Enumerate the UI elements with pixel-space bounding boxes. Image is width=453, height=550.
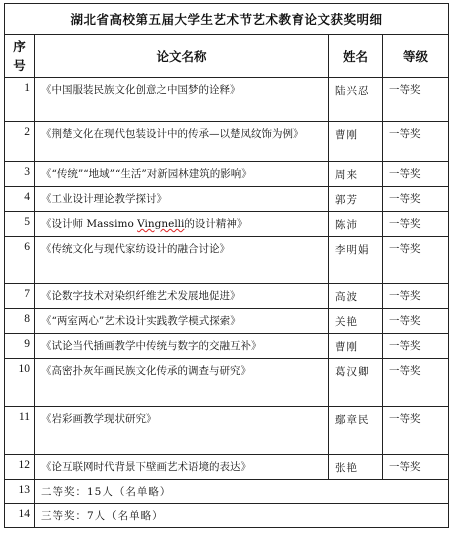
table-row: [5, 78, 449, 122]
paper-title: [35, 212, 329, 237]
row-num: 10: [5, 359, 35, 407]
paper-title: 《传统文化与现代家纺设计的融合讨论》: [35, 237, 329, 284]
table-row: [5, 237, 449, 284]
row-num: 6: [5, 237, 35, 284]
table-title: 湖北省高校第五届大学生艺术节艺术教育论文获奖明细: [5, 4, 449, 35]
paper-title: 《“传统”“地域”“生活”对新园林建筑的影响》: [35, 162, 329, 187]
summary-row: [5, 480, 449, 504]
header-num-label: 序号: [13, 39, 26, 73]
author-name: 陈沛: [329, 212, 383, 237]
author-name: [329, 407, 383, 455]
table-row: [5, 162, 449, 187]
table-row: [5, 407, 449, 455]
row-num: 5: [5, 212, 35, 237]
table-row: [5, 359, 449, 407]
paper-title: 《“两室两心”艺术设计实践教学模式探索》: [35, 309, 329, 334]
award-grade: 一等奖: [383, 309, 449, 334]
author-name: 高波: [329, 284, 383, 309]
header-row: [5, 35, 449, 78]
paper-title: 《论互联网时代背景下壁画艺术语境的表达》: [35, 455, 329, 480]
award-grade: 一等奖: [383, 212, 449, 237]
table-row: [5, 309, 449, 334]
award-grade: 一等奖: [383, 284, 449, 309]
header-grade: 等级: [383, 35, 449, 78]
row-num: 11: [5, 407, 35, 455]
award-grade: 一等奖: [383, 187, 449, 212]
row-num: 13: [5, 480, 35, 504]
award-grade: 一等奖: [383, 78, 449, 122]
author-name: 关艳: [329, 309, 383, 334]
paper-title-prefix: 《设计师 Massimo: [41, 218, 138, 230]
header-paper: 论文名称: [35, 35, 329, 78]
author-name: 张艳: [329, 455, 383, 480]
paper-title: 《论数字技术对染织纤维艺术发展地促进》: [35, 284, 329, 309]
table-row: [5, 212, 449, 237]
table-row: [5, 187, 449, 212]
award-grade: 一等奖: [383, 334, 449, 359]
row-num: 1: [5, 78, 35, 122]
author-name-text: 葛汉卿: [335, 366, 370, 378]
table-row: [5, 455, 449, 480]
header-name: 姓名: [329, 35, 383, 78]
row-num: 7: [5, 284, 35, 309]
author-name: 曹刚: [329, 122, 383, 162]
author-name-text: 李明娟: [335, 244, 370, 256]
award-grade: 一等奖: [383, 237, 449, 284]
row-num: 9: [5, 334, 35, 359]
row-num: 12: [5, 455, 35, 480]
paper-title: 《试论当代插画教学中传统与数字的交融互补》: [35, 334, 329, 359]
author-name: [329, 78, 383, 122]
title-row: [5, 4, 449, 35]
row-num: 8: [5, 309, 35, 334]
table-row: [5, 334, 449, 359]
award-grade: 一等奖: [383, 455, 449, 480]
row-num: 2: [5, 122, 35, 162]
row-num: 14: [5, 504, 35, 528]
awards-table: [4, 3, 449, 528]
paper-title-suffix: 的设计精神》: [184, 218, 248, 230]
author-name: 曹刚: [329, 334, 383, 359]
paper-title-underlined: Vingnelli: [137, 218, 185, 230]
author-name: [329, 359, 383, 407]
award-grade: 一等奖: [383, 162, 449, 187]
author-name: 周来: [329, 162, 383, 187]
second-prize-summary: 二等奖：15人（名单略）: [35, 480, 449, 504]
award-grade: 一等奖: [383, 407, 449, 455]
paper-title: 《中国服装民族文化创意之中国梦的诠释》: [35, 78, 329, 122]
author-name: 郭芳: [329, 187, 383, 212]
paper-title: 《荆楚文化在现代包装设计中的传承—以楚凤纹饰为例》: [35, 122, 329, 162]
award-grade: 一等奖: [383, 359, 449, 407]
paper-title: 《高密扑灰年画民族文化传承的调查与研究》: [35, 359, 329, 407]
summary-row: [5, 504, 449, 528]
paper-title: 《岩彩画教学现状研究》: [35, 407, 329, 455]
row-num: 3: [5, 162, 35, 187]
row-num: 4: [5, 187, 35, 212]
table-row: [5, 122, 449, 162]
award-document: [4, 3, 448, 547]
paper-title: 《工业设计理论教学探讨》: [35, 187, 329, 212]
third-prize-summary: 三等奖：7人（名单略）: [35, 504, 449, 528]
header-num: [5, 35, 35, 78]
author-name-text: 陆兴忍: [335, 85, 370, 97]
author-name: [329, 237, 383, 284]
award-grade: 一等奖: [383, 122, 449, 162]
table-row: [5, 284, 449, 309]
author-name-text: 鄢章民: [335, 414, 370, 426]
